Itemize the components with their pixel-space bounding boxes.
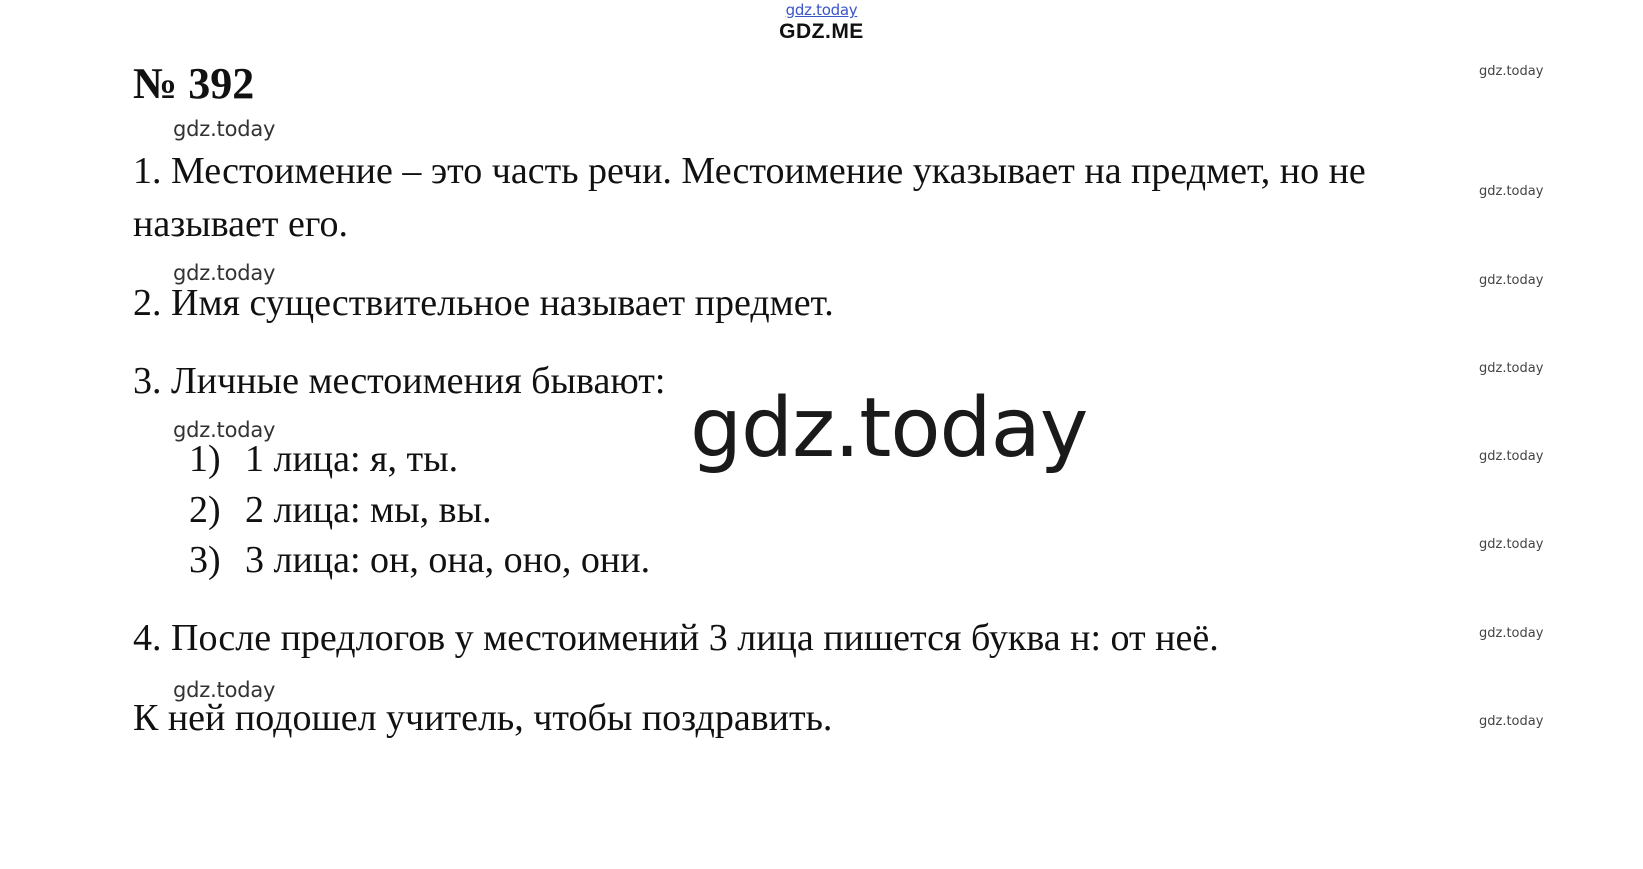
watermark-right: gdz.today	[1479, 714, 1544, 729]
watermark-right: gdz.today	[1479, 537, 1544, 552]
answer-line-1-continued: называет его.	[133, 203, 349, 245]
list-item	[189, 440, 458, 478]
exercise-title: № 392	[133, 59, 255, 108]
watermark-large: gdz.today	[690, 381, 1088, 476]
watermark-inline: gdz.today	[173, 678, 276, 702]
list-item-number: 1)	[189, 438, 221, 480]
answer-line-4: 4. После предлогов у местоимений 3 лица пишется буква н: от неё.	[133, 617, 1219, 659]
answer-line-5: К ней подошел учитель, чтобы поздравить.	[133, 697, 833, 739]
watermark-right: gdz.today	[1479, 273, 1544, 288]
list-item	[189, 491, 492, 529]
watermark-right: gdz.today	[1479, 184, 1544, 199]
watermark-right: gdz.today	[1479, 64, 1544, 79]
watermark-right: gdz.today	[1479, 626, 1544, 641]
list-item-number: 3)	[189, 539, 221, 581]
watermark-right: gdz.today	[1479, 361, 1544, 376]
watermark-inline: gdz.today	[173, 418, 276, 442]
watermark-inline: gdz.today	[173, 117, 276, 141]
answer-line-2: 2. Имя существительное называет предмет.	[133, 282, 834, 324]
watermark-inline: gdz.today	[173, 261, 276, 285]
watermark-right: gdz.today	[1479, 449, 1544, 464]
header-watermark-link[interactable]: gdz.today	[785, 1, 858, 19]
list-item-text: 2 лица: мы, вы.	[245, 489, 492, 531]
list-item	[189, 541, 650, 579]
list-item-text: 1 лица: я, ты.	[245, 438, 459, 480]
answer-line-3: 3. Личные местоимения бывают:	[133, 360, 666, 402]
list-item-text: 3 лица: он, она, оно, они.	[245, 539, 651, 581]
list-item-number: 2)	[189, 489, 221, 531]
header-brand-logo: GDZ.ME	[779, 20, 864, 43]
answer-line-1: 1. Местоимение – это часть речи. Местоимение указывает на предмет, но не	[133, 150, 1366, 192]
